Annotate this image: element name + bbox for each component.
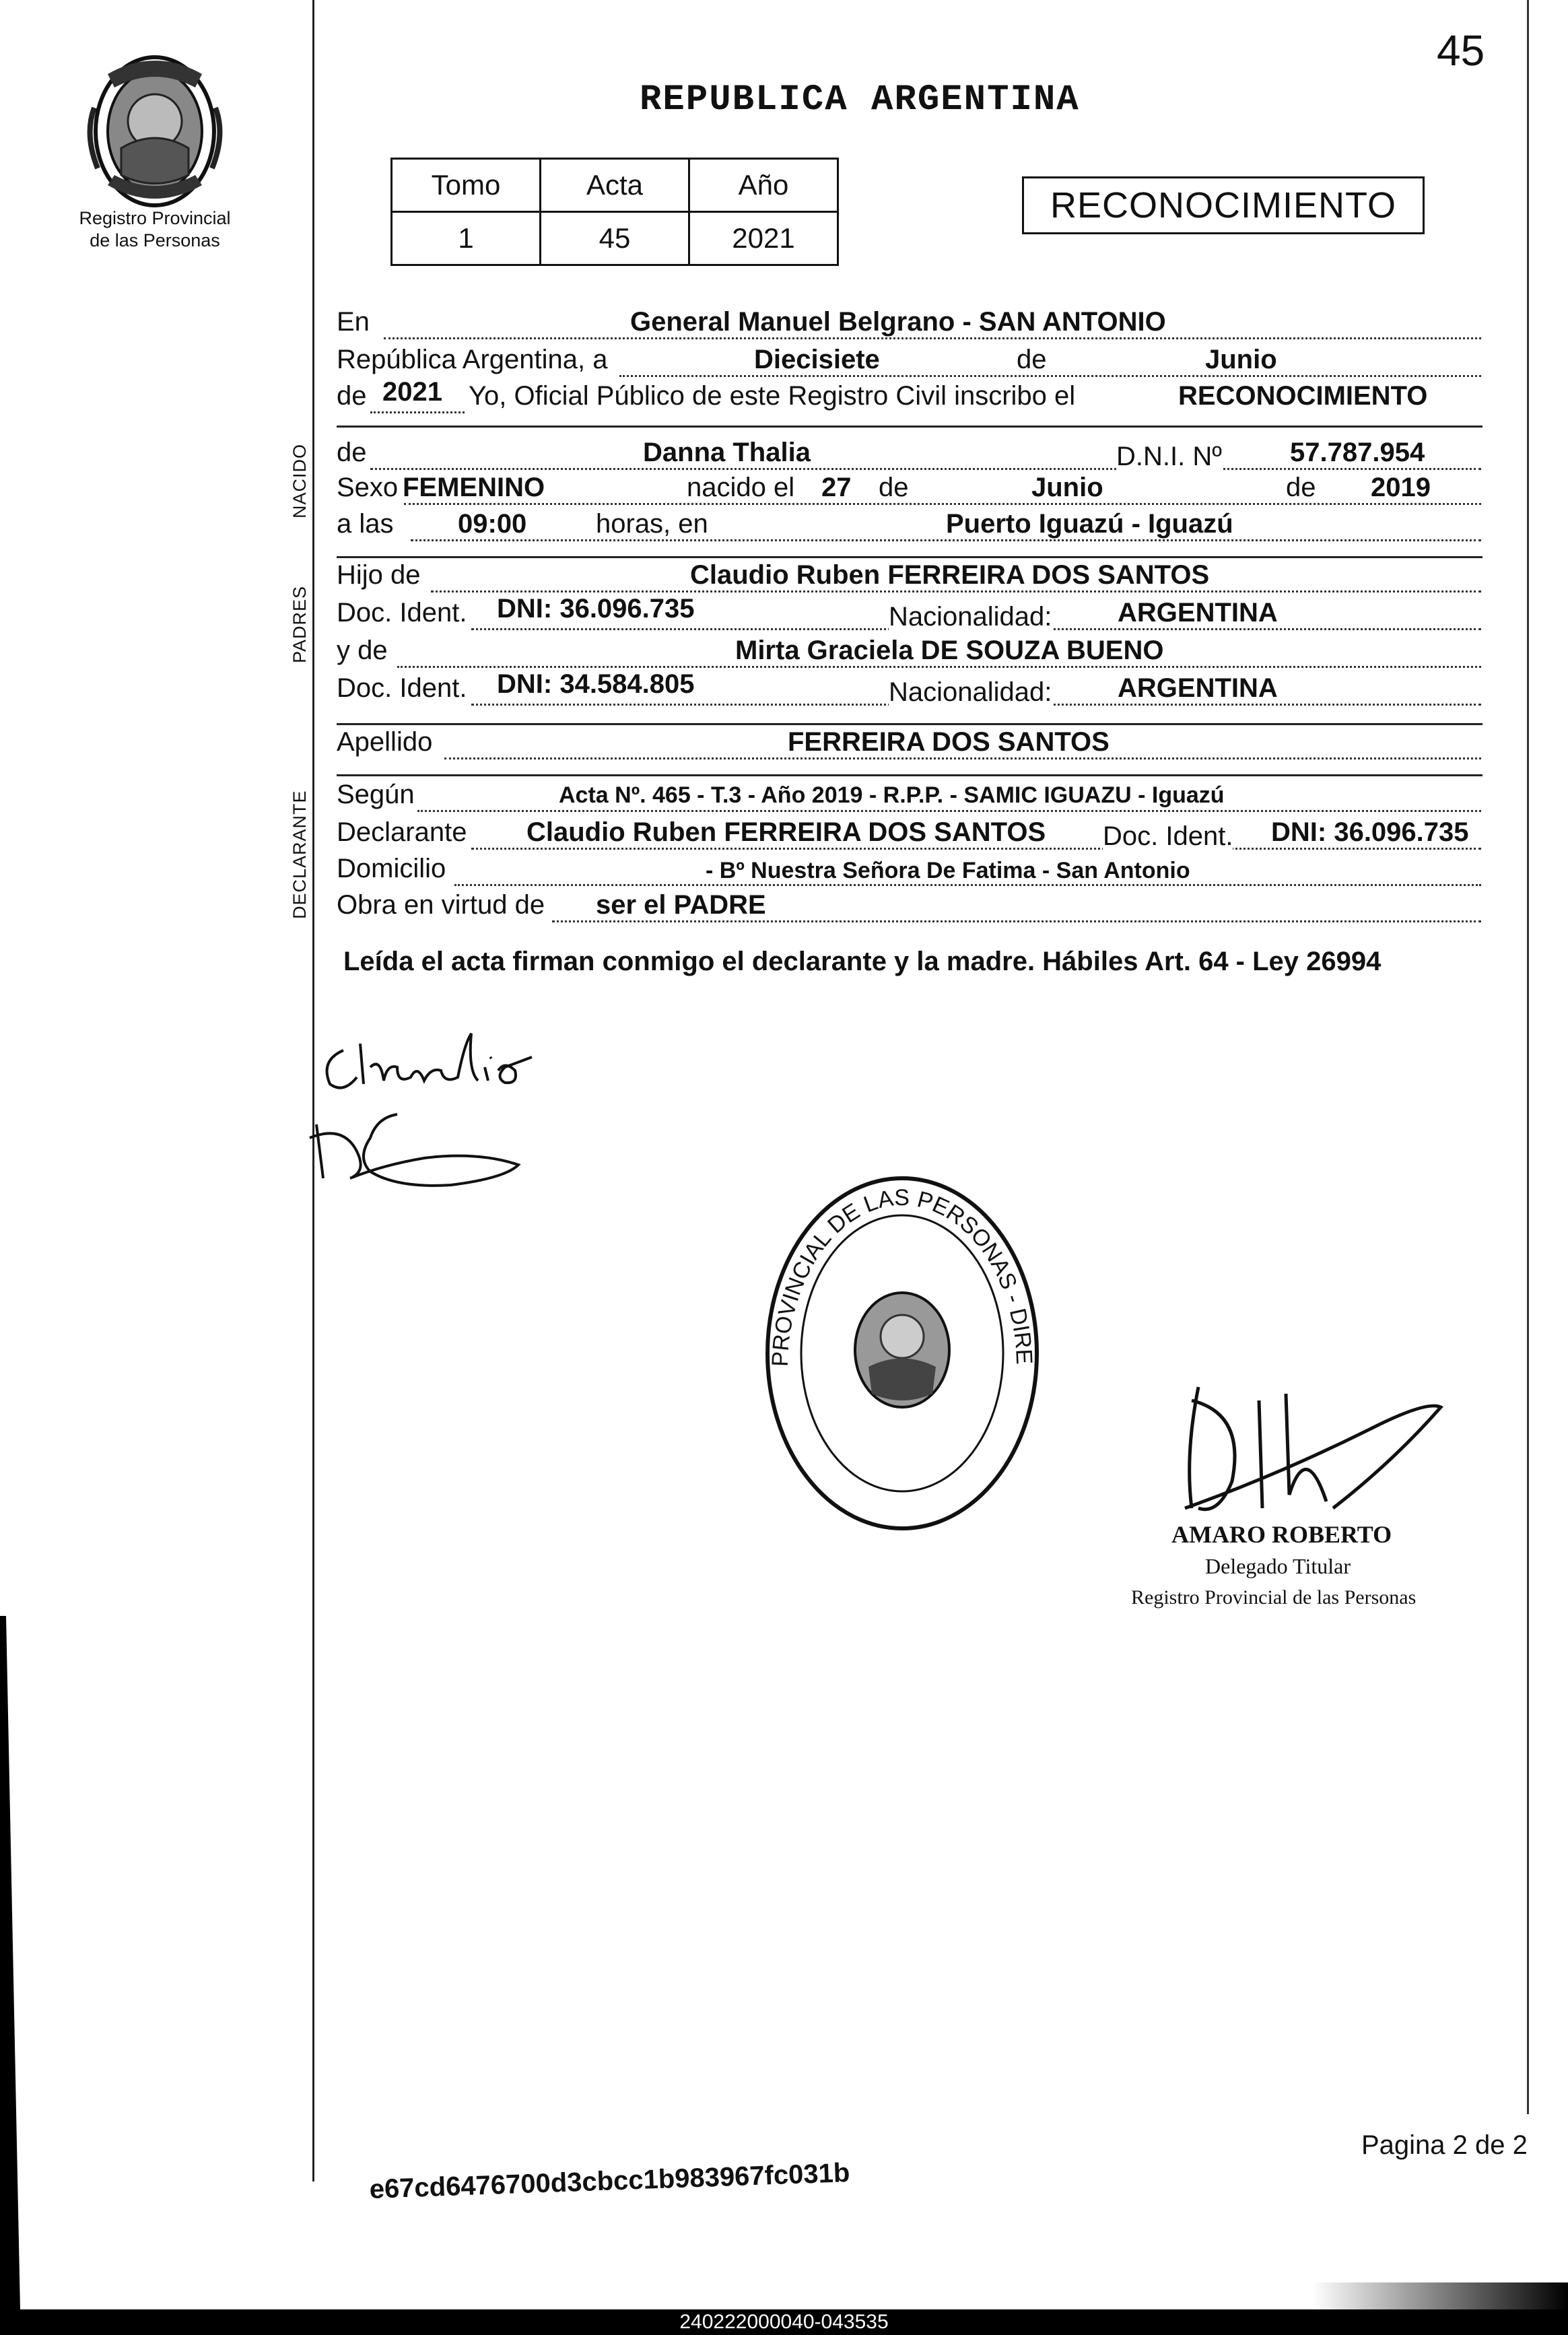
label-hijo-de: Hijo de	[337, 560, 421, 590]
row-declarante	[337, 817, 1481, 858]
label-name-de: de	[337, 438, 367, 467]
logo-caption-line2: de las Personas	[90, 230, 220, 250]
dotted-leader	[619, 374, 1481, 377]
scan-edge-shadow-bottom	[1313, 2282, 1568, 2309]
label-doc-ident: Doc. Ident.	[337, 598, 467, 628]
value-month: Junio	[1205, 345, 1277, 374]
value-child-dni: 57.787.954	[1290, 438, 1425, 467]
label-a-las: a las	[337, 509, 394, 539]
registry-table-header-row	[392, 159, 838, 212]
section-rule	[337, 426, 1482, 428]
scan-edge-shadow	[0, 1616, 20, 2309]
registry-table-value-row	[392, 212, 838, 265]
stamp-official-name: AMARO ROBERTO	[1171, 1521, 1392, 1548]
label-republica: República Argentina, a	[337, 345, 608, 374]
logo-caption	[40, 207, 269, 252]
value-obra: ser el PADRE	[596, 890, 766, 920]
row-segun	[337, 780, 1481, 820]
row-domicilio	[337, 854, 1481, 894]
row-father-doc	[337, 594, 1481, 638]
value-mother-name: Mirta Graciela DE SOUZA BUENO	[735, 636, 1164, 665]
value-birth-place: Puerto Iguazú - Iguazú	[946, 509, 1233, 539]
row-obra	[337, 890, 1481, 930]
seal-ring-text: PROVINCIAL DE LAS PERSONAS - DIRE	[767, 1184, 1037, 1367]
label-year-de: de	[337, 381, 367, 411]
pagination-label: Pagina 2 de 2	[1361, 2130, 1528, 2160]
document-hash: e67cd6476700d3cbcc1b983967fc031b	[369, 2158, 850, 2204]
label-doc-ident-2: Doc. Ident.	[337, 673, 467, 703]
label-de: de	[1017, 345, 1047, 374]
value-father-name: Claudio Ruben FERREIRA DOS SANTOS	[690, 560, 1210, 590]
page-number: 45	[1437, 26, 1485, 75]
value-surname: FERREIRA DOS SANTOS	[788, 727, 1110, 757]
handwritten-claudio-signature	[316, 1030, 559, 1101]
row-year	[337, 377, 1481, 421]
label-y-de: y de	[337, 636, 388, 665]
dotted-leader	[417, 809, 1481, 812]
table-value-acta: 45	[541, 212, 689, 265]
misiones-coat-of-arms-logo	[81, 47, 229, 209]
label-sexo: Sexo	[337, 473, 399, 502]
value-birth-month: Junio	[1031, 473, 1103, 502]
row-child-name	[337, 438, 1481, 478]
value-sex: FEMENINO	[403, 473, 545, 502]
scan-reference-number: 240222000040-043535	[679, 2311, 889, 2333]
value-place: General Manuel Belgrano - SAN ANTONIO	[630, 307, 1166, 337]
label-nacionalidad: Nacionalidad:	[889, 602, 1052, 632]
label-dni: D.N.I. Nº	[1116, 442, 1222, 471]
value-birth-year: 2019	[1371, 473, 1431, 502]
label-declarante: Declarante	[337, 817, 467, 847]
handwritten-mark-signature	[303, 1097, 532, 1195]
table-header-tomo: Tomo	[392, 159, 541, 212]
row-date	[337, 345, 1481, 385]
closing-statement: Leída el acta firman conmigo el declarante y la madre. Hábiles Art. 64 - Ley 26994	[343, 947, 1382, 976]
value-declarante-doc: DNI: 36.096.735	[1271, 817, 1469, 847]
label-apellido: Apellido	[337, 727, 433, 757]
label-domicilio: Domicilio	[337, 854, 446, 883]
section-rule	[337, 774, 1482, 776]
stamp-official-org: Registro Provincial de las Personas	[1131, 1586, 1417, 1609]
row-sex-birth	[337, 473, 1481, 513]
value-day-words: Diecisiete	[754, 345, 880, 374]
label-birth-de: de	[879, 473, 909, 502]
value-father-nationality: ARGENTINA	[1118, 598, 1278, 628]
side-label-nacido: NACIDO	[289, 443, 310, 518]
table-header-anio: Año	[689, 159, 838, 212]
value-mother-doc: DNI: 34.584.805	[497, 669, 695, 699]
section-rule	[337, 556, 1482, 558]
side-label-declarante: DECLARANTE	[289, 790, 310, 919]
label-birth-year-de: de	[1286, 473, 1316, 502]
side-label-padres: PADRES	[289, 585, 310, 663]
value-year: 2021	[382, 377, 442, 407]
left-margin-line	[312, 0, 314, 2181]
label-inscribo: Yo, Oficial Público de este Registro Civil inscribo el	[469, 381, 1076, 411]
table-value-anio: 2021	[689, 212, 838, 265]
registry-table	[390, 158, 839, 266]
value-declarante-name: Claudio Ruben FERREIRA DOS SANTOS	[526, 817, 1046, 847]
row-surname	[337, 727, 1481, 768]
value-segun: Acta Nº. 465 - T.3 - Año 2019 - R.P.P. - SAMIC IGUAZU - Iguazú	[559, 782, 1225, 808]
label-nacido-el: nacido el	[687, 473, 795, 502]
section-rule	[337, 723, 1482, 725]
label-segun: Según	[337, 780, 415, 809]
logo-caption-line1: Registro Provincial	[79, 208, 231, 228]
official-oval-seal	[754, 1165, 1050, 1545]
value-father-doc: DNI: 36.096.735	[497, 594, 695, 623]
row-time-place	[337, 509, 1481, 549]
value-child-name: Danna Thalia	[643, 438, 811, 467]
value-mother-nationality: ARGENTINA	[1118, 673, 1278, 703]
label-obra: Obra en virtud de	[337, 890, 545, 920]
value-act-type-inline: RECONOCIMIENTO	[1178, 381, 1428, 411]
stamp-official-role: Delegado Titular	[1205, 1554, 1351, 1578]
table-value-tomo: 1	[392, 212, 541, 265]
document-title: REPUBLICA ARGENTINA	[640, 79, 1080, 121]
row-mother-doc	[337, 669, 1481, 714]
label-decl-doc: Doc. Ident.	[1103, 821, 1233, 851]
dotted-leader	[404, 502, 1481, 505]
label-horas-en: horas, en	[596, 509, 708, 539]
act-type-box: RECONOCIMIENTO	[1022, 176, 1425, 234]
value-domicilio: - Bº Nuestra Señora De Fatima - San Antonio	[706, 858, 1190, 883]
value-birth-time: 09:00	[458, 509, 527, 539]
label-en: En	[337, 307, 370, 337]
dotted-leader	[370, 411, 465, 413]
right-margin-line	[1527, 0, 1529, 2114]
value-birth-day: 27	[821, 473, 852, 502]
label-nacionalidad-2: Nacionalidad:	[889, 677, 1052, 707]
table-header-acta: Acta	[541, 159, 689, 212]
official-signature	[1171, 1374, 1468, 1538]
row-place	[337, 307, 1481, 347]
